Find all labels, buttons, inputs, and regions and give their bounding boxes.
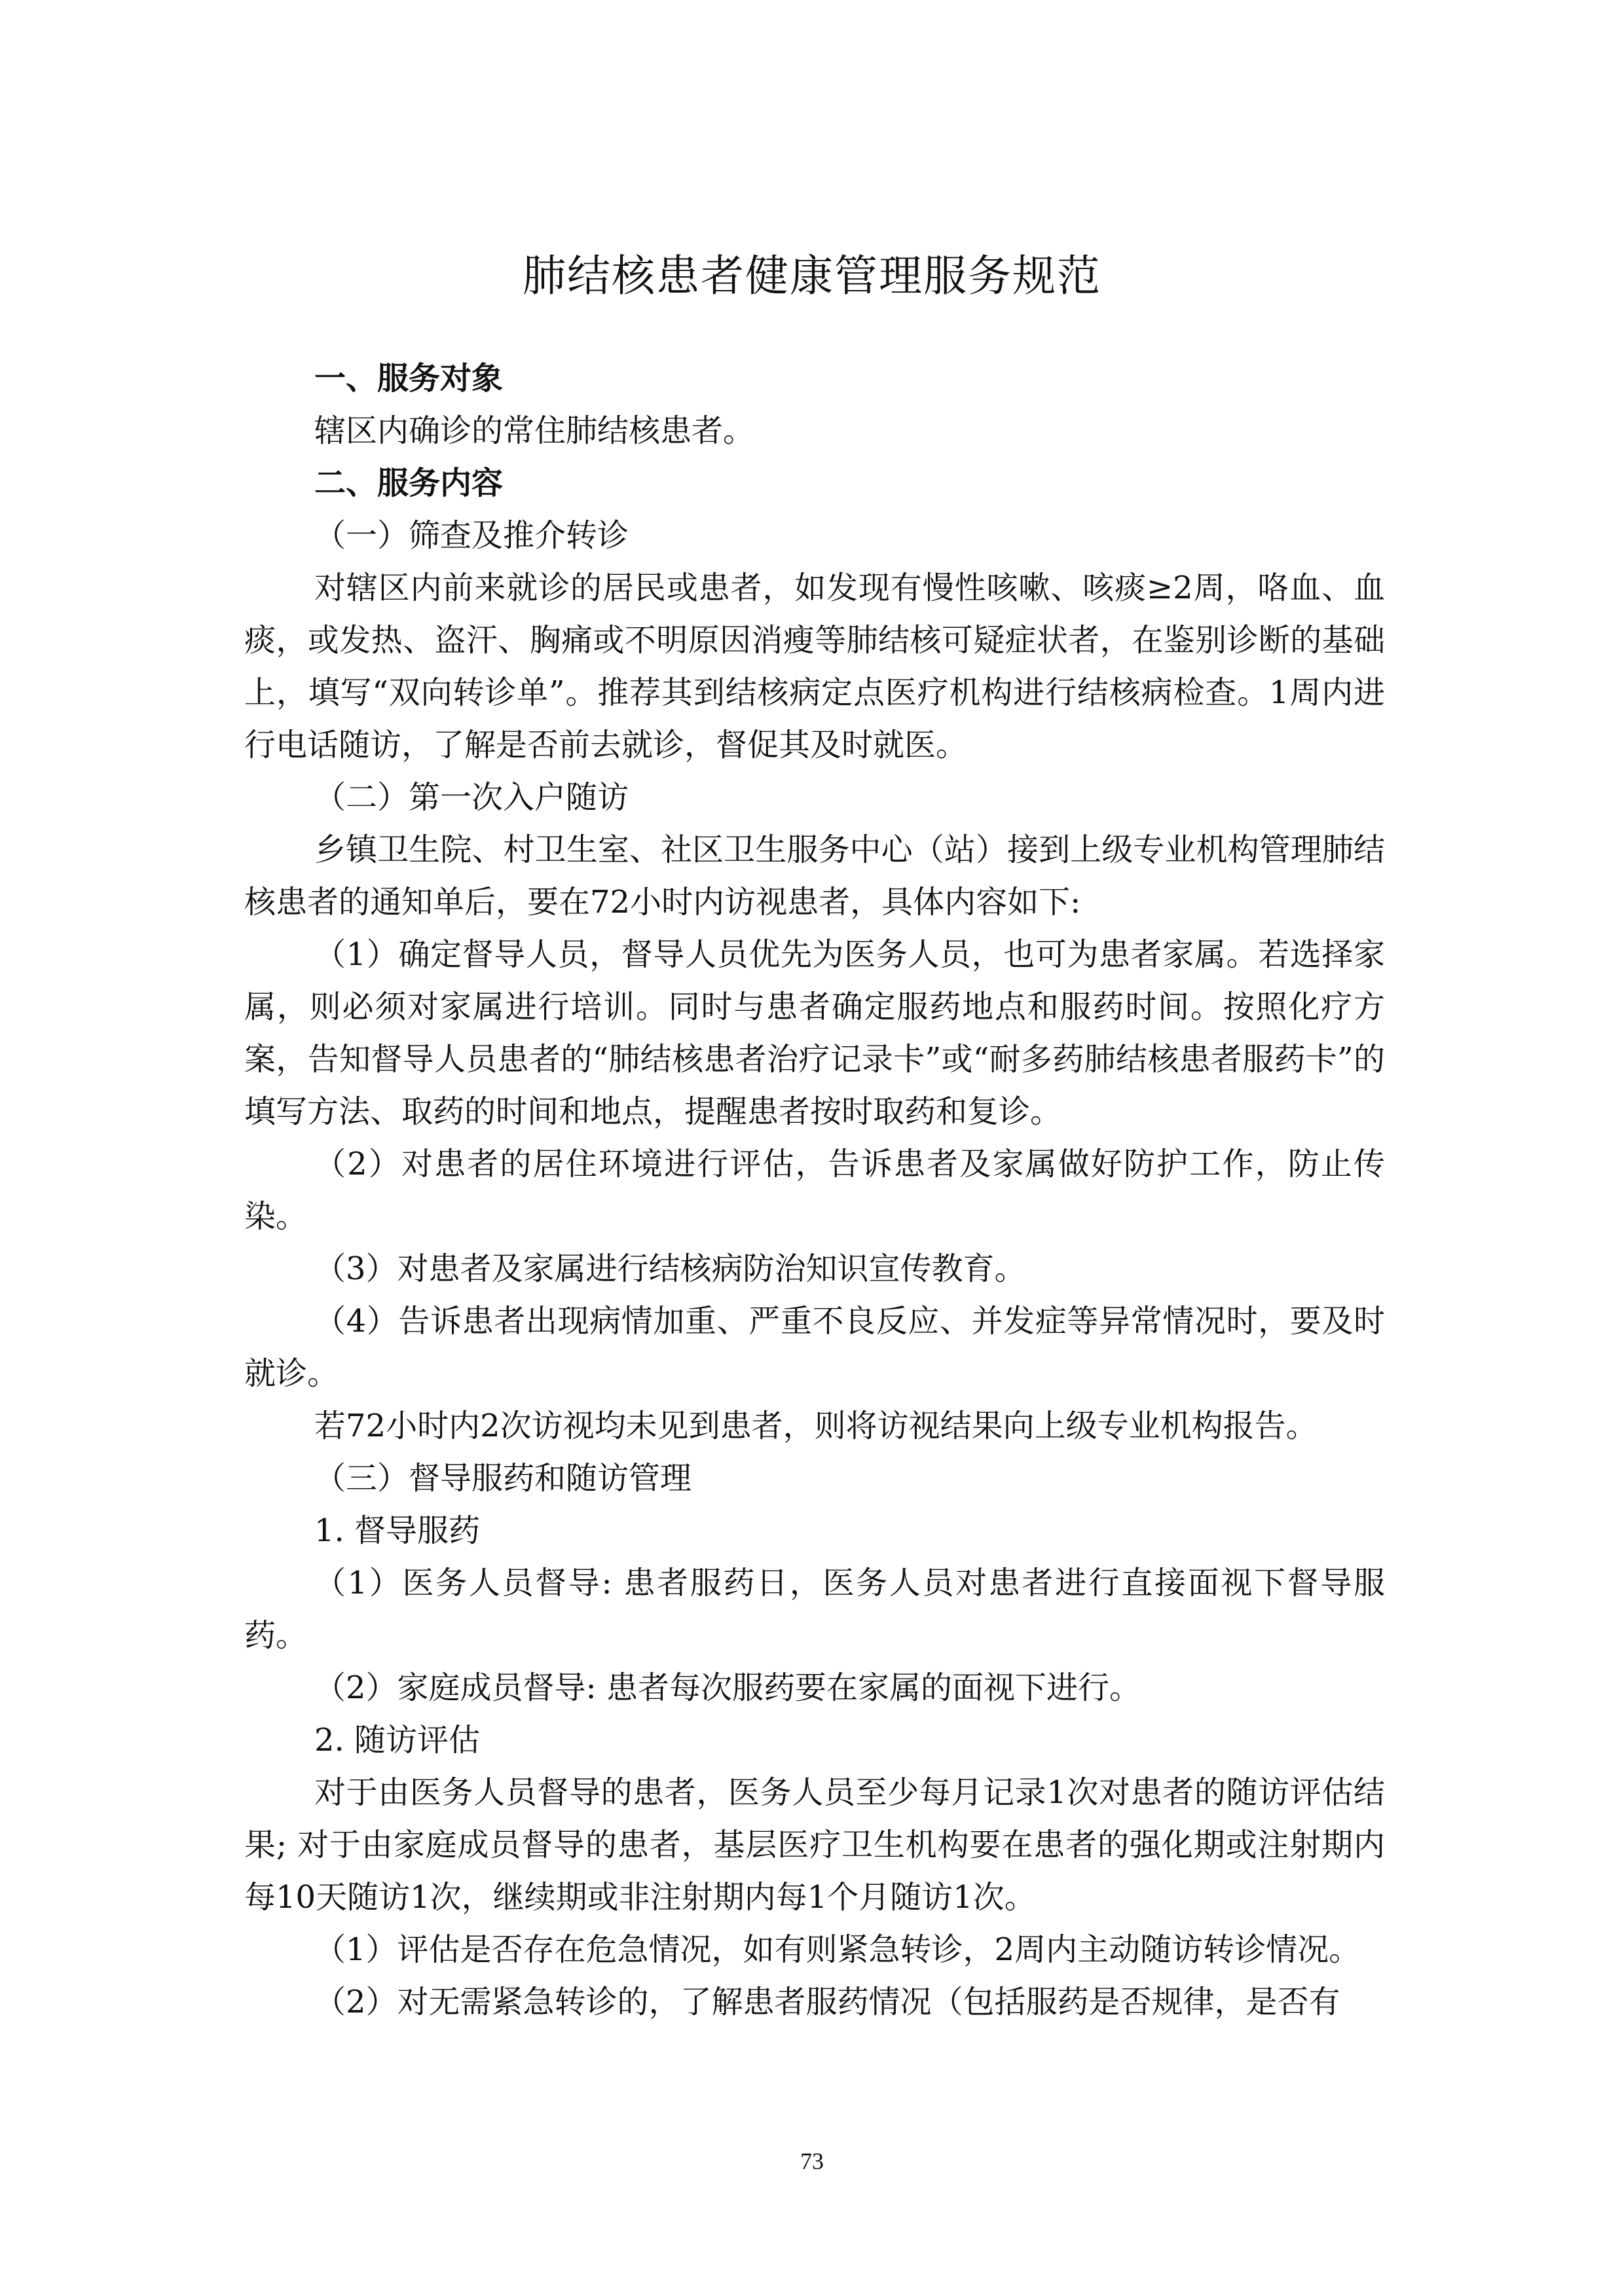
list-item: （2）对无需紧急转诊的，了解患者服药情况（包括服药是否规律，是否有: [314, 1984, 1340, 2020]
list-item: （1）确定督导人员，督导人员优先为医务人员，也可为患者家属。若选择家属，则必须对家属进行培训。同时与患者确定服药地点和服药时间。按照化疗方案，告知督导人员患者的“肺结核患者治疗记录卡”或“耐多药肺结核患者服药卡”的填写方法、取药的时间和地点，提醒患者按时取药和复诊。: [244, 936, 1385, 1130]
document-body: [244, 352, 1385, 2028]
list-item: （2）家庭成员督导: 患者每次服药要在家属的面视下进行。: [314, 1669, 1141, 1706]
page-title: 肺结核患者健康管理服务规范: [523, 251, 1101, 301]
paragraph: 若72小时内2次访视均未见到患者，则将访视结果向上级专业机构报告。: [314, 1408, 1318, 1444]
section-heading-service-content: 二、服务内容: [314, 465, 504, 501]
numbered-heading: 1. 督导服药: [314, 1512, 481, 1549]
numbered-heading: 2. 随访评估: [314, 1722, 481, 1758]
subsection-heading: （一）筛查及推介转诊: [314, 517, 629, 554]
subsection-heading: （三）督导服药和随访管理: [314, 1460, 692, 1497]
section-heading-service-target: 一、服务对象: [314, 360, 504, 397]
paragraph: 辖区内确诊的常住肺结核患者。: [314, 412, 755, 449]
subsection-heading: （二）第一次入户随访: [314, 779, 629, 816]
paragraph: 乡镇卫生院、村卫生室、社区卫生服务中心（站）接到上级专业机构管理肺结核患者的通知单后，要在72小时内访视患者，具体内容如下:: [244, 831, 1385, 920]
list-item: （4）告诉患者出现病情加重、严重不良反应、并发症等异常情况时，要及时就诊。: [244, 1303, 1385, 1392]
paragraph: 对于由医务人员督导的患者，医务人员至少每月记录1次对患者的随访评估结果; 对于由家庭成员督导的患者，基层医疗卫生机构要在患者的强化期或注射期内每10天随访1次，继续期或非注射期内每1个月随访1次。: [244, 1774, 1385, 1916]
list-item: （2）对患者的居住环境进行评估，告诉患者及家属做好防护工作，防止传染。: [244, 1146, 1385, 1235]
paragraph: 对辖区内前来就诊的居民或患者，如发现有慢性咳嗽、咳痰≥2周，咯血、血痰，或发热、盗汗、胸痛或不明原因消瘦等肺结核可疑症状者，在鉴别诊断的基础上，填写“双向转诊单”。推荐其到结核病定点医疗机构进行结核病检查。1周内进行电话随访，了解是否前去就诊，督促其及时就医。: [244, 570, 1385, 763]
list-item: （1）评估是否存在危急情况，如有则紧急转诊，2周内主动随访转诊情况。: [314, 1931, 1361, 1968]
list-item: （1）医务人员督导: 患者服药日，医务人员对患者进行直接面视下督导服药。: [244, 1565, 1385, 1654]
page-number: 73: [800, 2148, 824, 2174]
list-item: （3）对患者及家属进行结核病防治知识宣传教育。: [314, 1250, 1026, 1287]
